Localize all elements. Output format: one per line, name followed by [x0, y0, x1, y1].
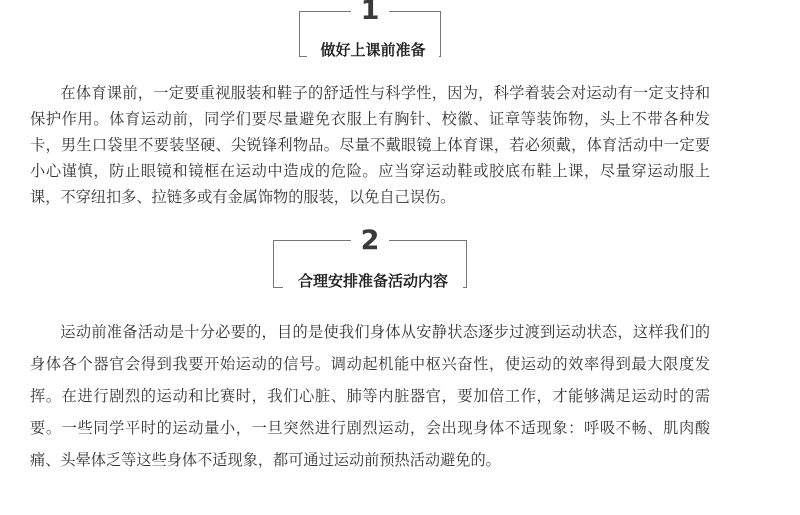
section-1-number: 1	[351, 0, 389, 26]
section-2-number: 2	[351, 226, 389, 256]
section-2-title: 合理安排准备活动内容	[283, 271, 463, 291]
section-1-paragraph: 在体育课前，一定要重视服装和鞋子的舒适性与科学性，因为，科学着装会对运动有一定支持和保护作用。体育运动前，同学们要尽量避免衣服上有胸针、校徽、证章等装饰物，头上不带各种发卡，男生口袋里不要装坚硬、尖锐锋利物品。尽量不戴眼镜上体育课，若必须戴，体育活动中一定要小心谨慎，防止眼镜和镜框在运动中造成的危险。应当穿运动鞋或胶底布鞋上课，尽量穿运动服上课，不穿纽扣多、拉链多或有金属饰物的服装，以免自己误伤。	[30, 84, 710, 206]
section-2-paragraph: 运动前准备活动是十分必要的，目的是使我们身体从安静状态逐步过渡到运动状态，这样我们的身体各个器官会得到我要开始运动的信号。调动起机能中枢兴奋性，使运动的效率得到最大限度发挥。在进行剧烈的运动和比赛时，我们心脏、肺等内脏器官，要加倍工作，才能够满足运动时的需要。一些同学平时的运动量小，一旦突然进行剧烈运动，会出现身体不适现象：呼吸不畅、肌肉酸痛、头晕体乏等这些身体不适现象，都可通过运动前预热活动避免的。	[30, 323, 710, 469]
section-1-title: 做好上课前准备	[307, 40, 439, 60]
